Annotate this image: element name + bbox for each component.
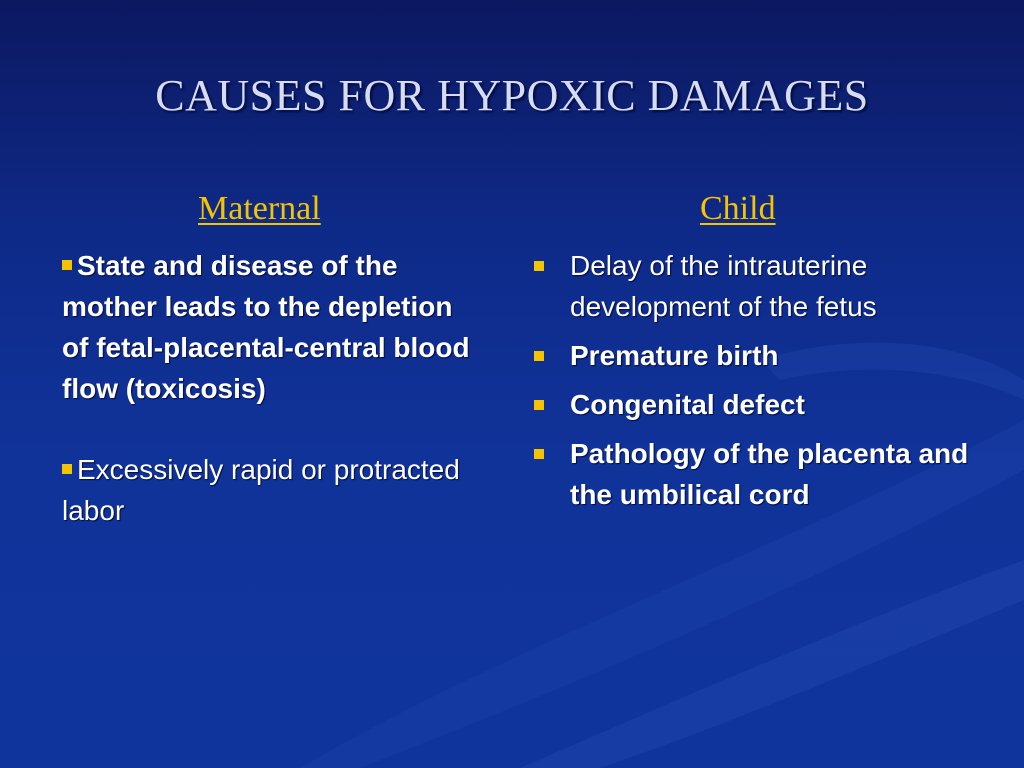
child-item-text: Pathology of the placenta and the umbilical cord [570,438,969,510]
child-list [534,245,984,523]
child-heading: Child [700,190,776,227]
maternal-list [62,245,482,531]
slide-title: CAUSES FOR HYPOXIC DAMAGES [155,71,869,120]
child-item [534,335,984,376]
bullet-square-icon [534,261,544,271]
maternal-heading: Maternal [198,190,321,227]
maternal-item-text: Excessively rapid or protracted labor [62,454,460,526]
child-item [534,384,984,425]
bullet-square-icon [534,400,544,410]
bullet-square-icon [62,260,72,270]
child-item [534,245,984,327]
child-item-text: Premature birth [570,340,779,371]
bullet-square-icon [62,464,72,474]
child-item-text: Congenital defect [570,389,805,420]
child-item-text: Delay of the intrauterine development of the fetus [570,250,877,322]
bullet-square-icon [534,351,544,361]
child-item [534,433,984,515]
maternal-item-text: State and disease of the mother leads to the depletion of fetal-placental-central blood flow (toxicosis) [62,250,470,404]
maternal-item [62,449,482,531]
bullet-square-icon [534,449,544,459]
maternal-item [62,245,482,409]
